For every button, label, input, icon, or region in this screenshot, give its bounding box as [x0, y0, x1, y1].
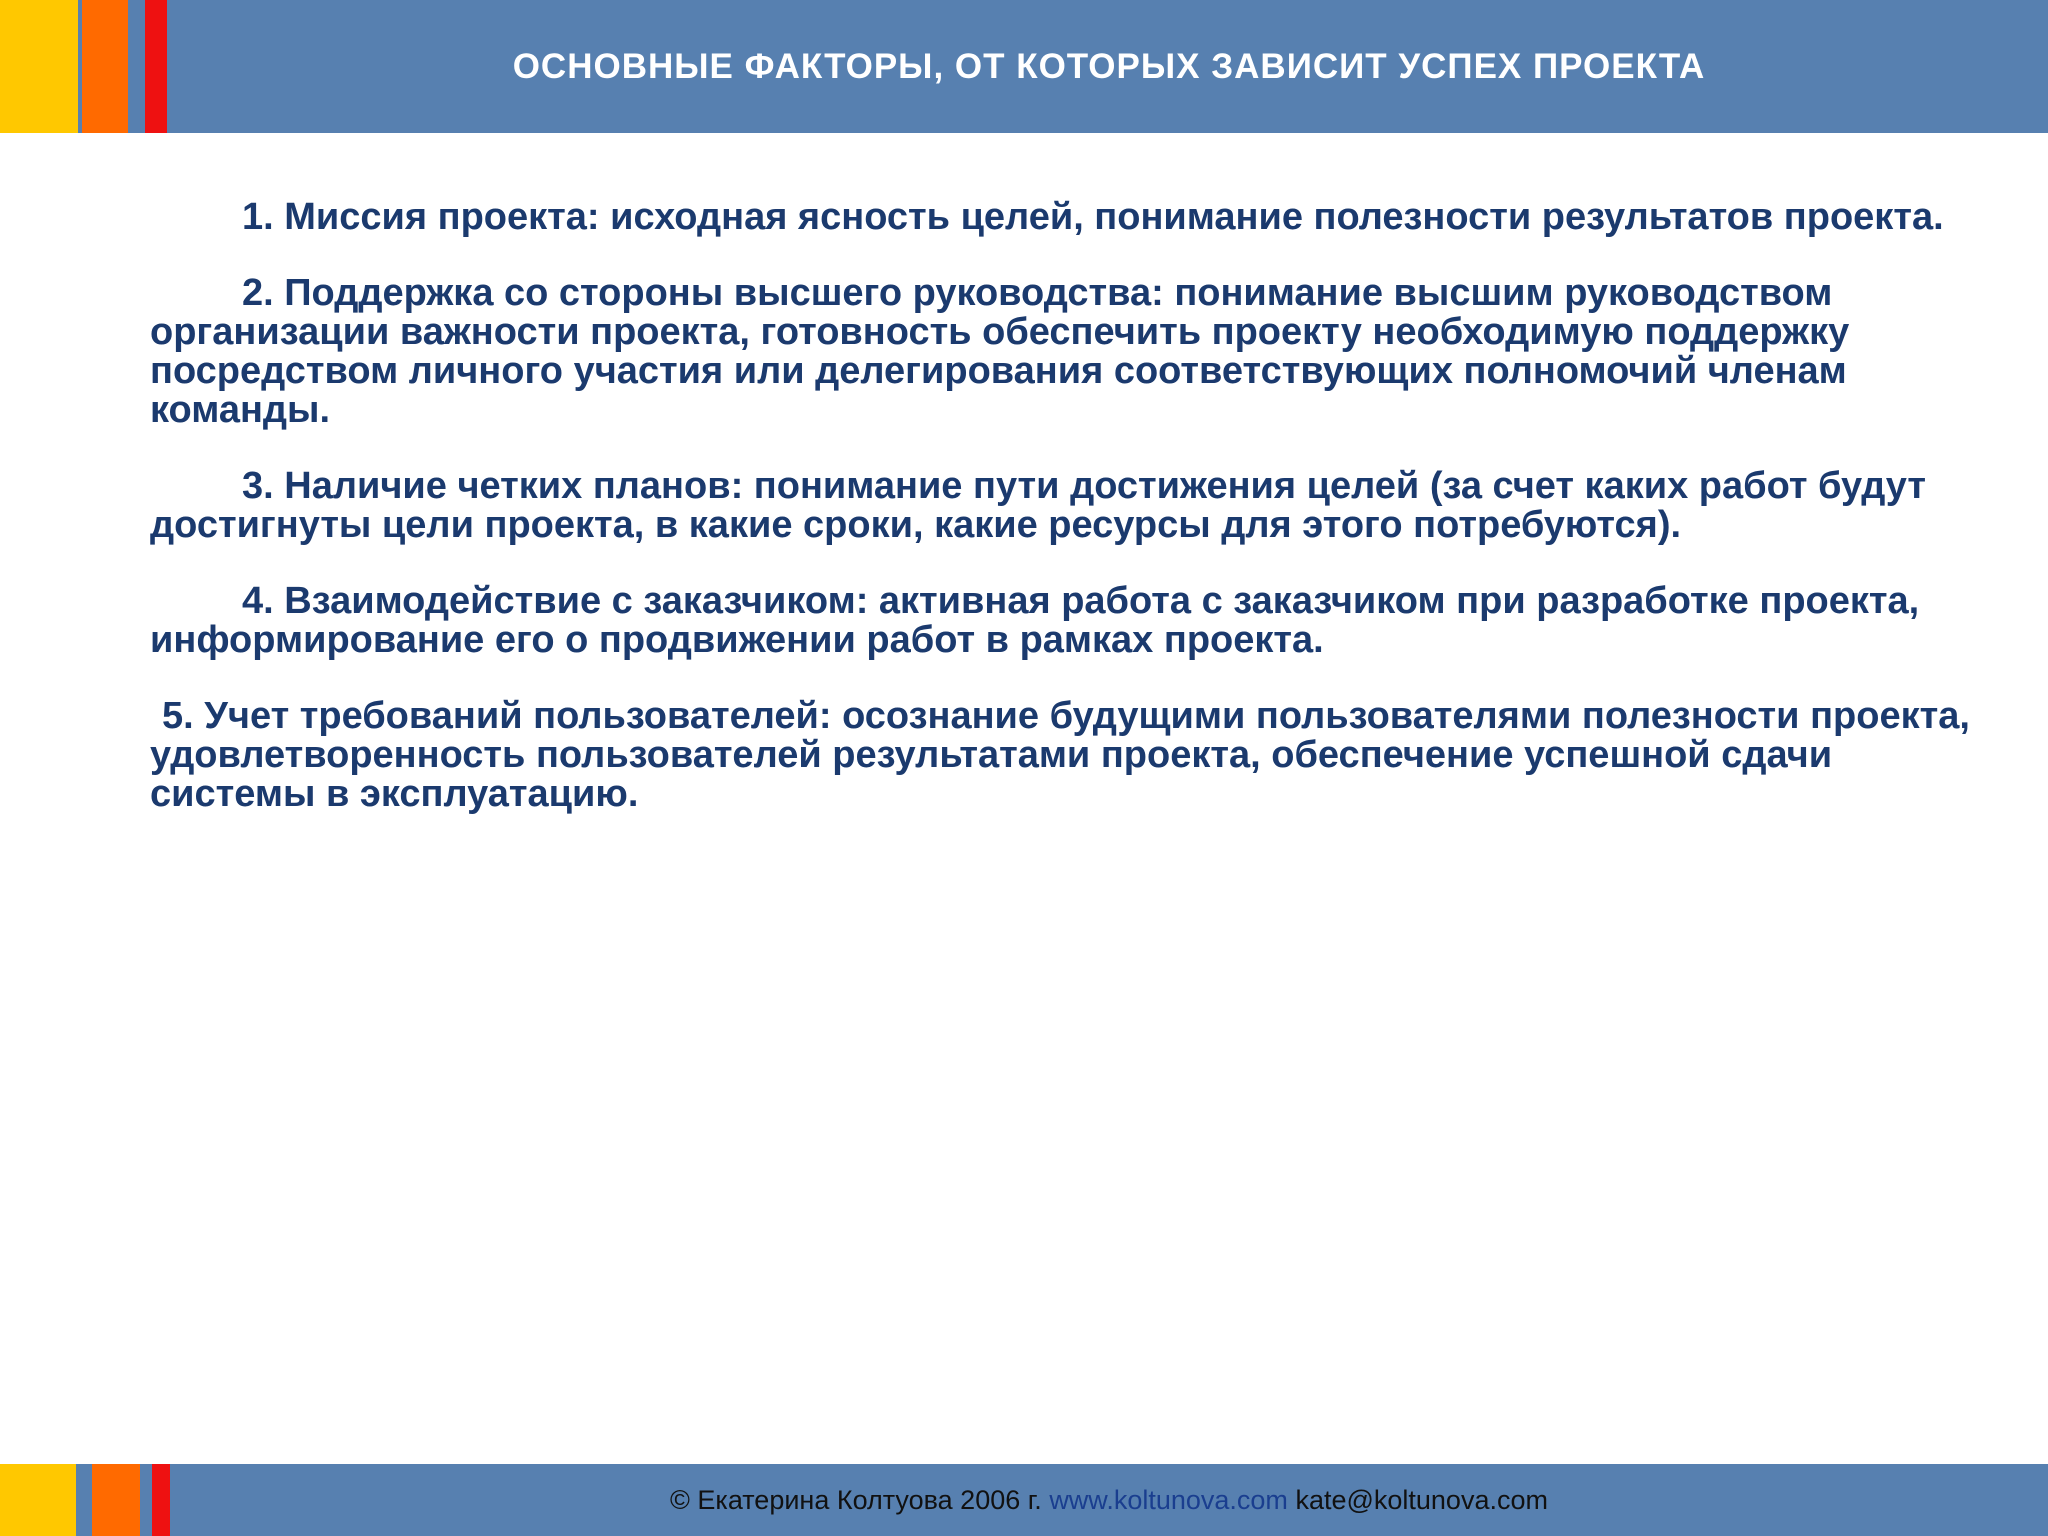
factor-item-user-requirements: 5. Учет требований пользователей: осознание будущими пользователями полезности проекта, удовлетворенность пользователей результатами проекта, обеспечение успешной сдачи системы в эксплуатацию. [150, 695, 1970, 815]
footer-band [0, 1464, 2048, 1536]
factors-list [150, 198, 1980, 851]
footer-website-link[interactable]: www.koltunova.com [1049, 1485, 1288, 1515]
footer-yellow-stripe [0, 1464, 76, 1536]
footer-credits [170, 1464, 2048, 1536]
factor-item-customer-interaction: 4. Взаимодействие с заказчиком: активная работа с заказчиком при разработке проекта, информирование его о продвижении работ в рамках проекта. [150, 580, 1920, 661]
footer-orange-stripe [92, 1464, 140, 1536]
footer-red-stripe [152, 1464, 170, 1536]
header-yellow-stripe [0, 0, 78, 133]
factor-item-clear-plans: 3. Наличие четких планов: понимание пути достижения целей (за счет каких работ будут достигнуты цели проекта, в какие сроки, какие ресурсы для этого потребуются). [150, 465, 1926, 546]
header-band [0, 0, 2048, 133]
factor-item-management-support: 2. Поддержка со стороны высшего руководства: понимание высшим руководством организации важности проекта, готовность обеспечить проекту необходимую поддержку посредством личного участия или делегирования соответствующих полномочий членам команды. [150, 272, 1850, 431]
factor-item-mission: 1. Миссия проекта: исходная ясность целей, понимание полезности результатов проекта. [242, 196, 1944, 238]
slide-title: ОСНОВНЫЕ ФАКТОРЫ, ОТ КОТОРЫХ ЗАВИСИТ УСПЕХ ПРОЕКТА [512, 47, 1706, 86]
header-red-stripe [145, 0, 167, 133]
footer-email[interactable]: kate@koltunova.com [1295, 1485, 1548, 1515]
header-orange-stripe [82, 0, 128, 133]
footer-copyright: © Екатерина Колтуова 2006 г. [670, 1485, 1042, 1515]
